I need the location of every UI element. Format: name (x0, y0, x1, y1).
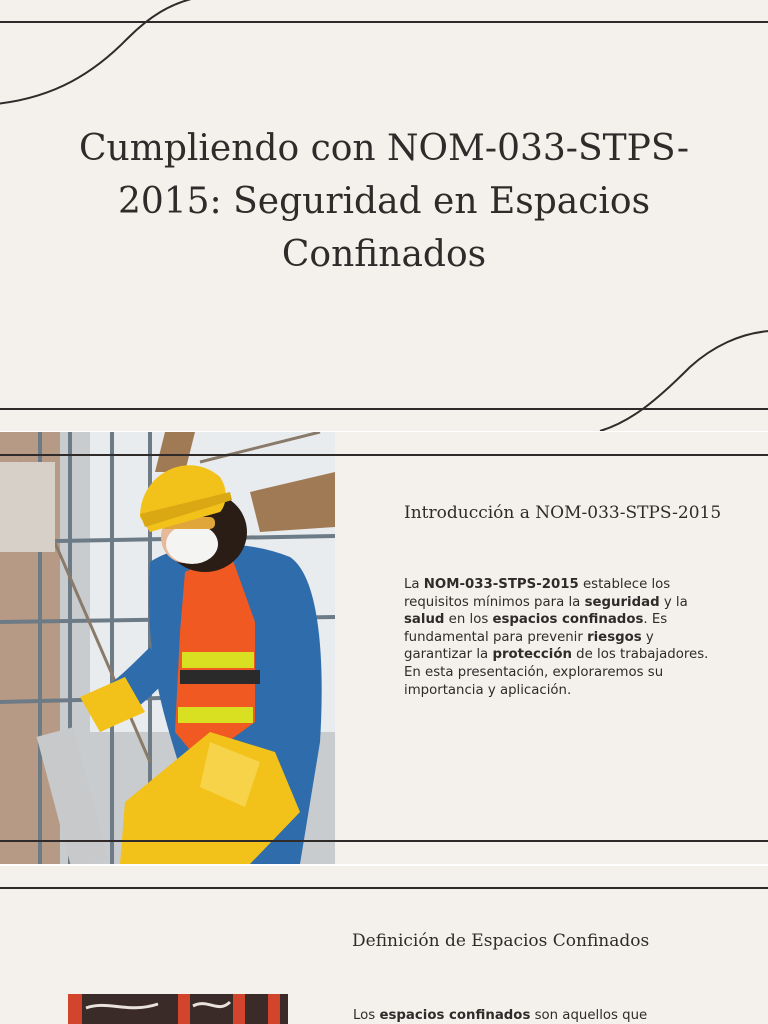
introduction-slide (0, 432, 768, 864)
intro-paragraph: La NOM-033-STPS-2015 establece los requisitos mínimos para la seguridad y la salud en los espacios confinados. Es fundamental para prevenir riesgos y garantizar la protección de los trabajadores. En esta presentación, exploraremos su importancia y aplicación. (404, 577, 709, 698)
bottom-divider-line (0, 408, 768, 410)
top-divider-line (0, 454, 768, 456)
bottom-right-curve (600, 331, 768, 431)
definition-slide (0, 866, 768, 1024)
title-slide (0, 0, 768, 431)
bottom-divider-line (0, 840, 768, 842)
presentation-title: Cumpliendo con NOM-033-STPS-2015: Seguridad en Espacios Confinados (78, 128, 689, 275)
top-divider-line (0, 887, 768, 889)
section-heading: Definición de Espacios Confinados (352, 931, 650, 951)
top-divider-line (0, 21, 768, 23)
top-left-curve (0, 0, 195, 104)
section-heading: Introducción a NOM-033-STPS-2015 (404, 503, 722, 523)
worker-photo (0, 432, 335, 864)
confined-space-photo (68, 994, 288, 1024)
definition-paragraph: Los espacios confinados son aquellos que (353, 1008, 648, 1023)
